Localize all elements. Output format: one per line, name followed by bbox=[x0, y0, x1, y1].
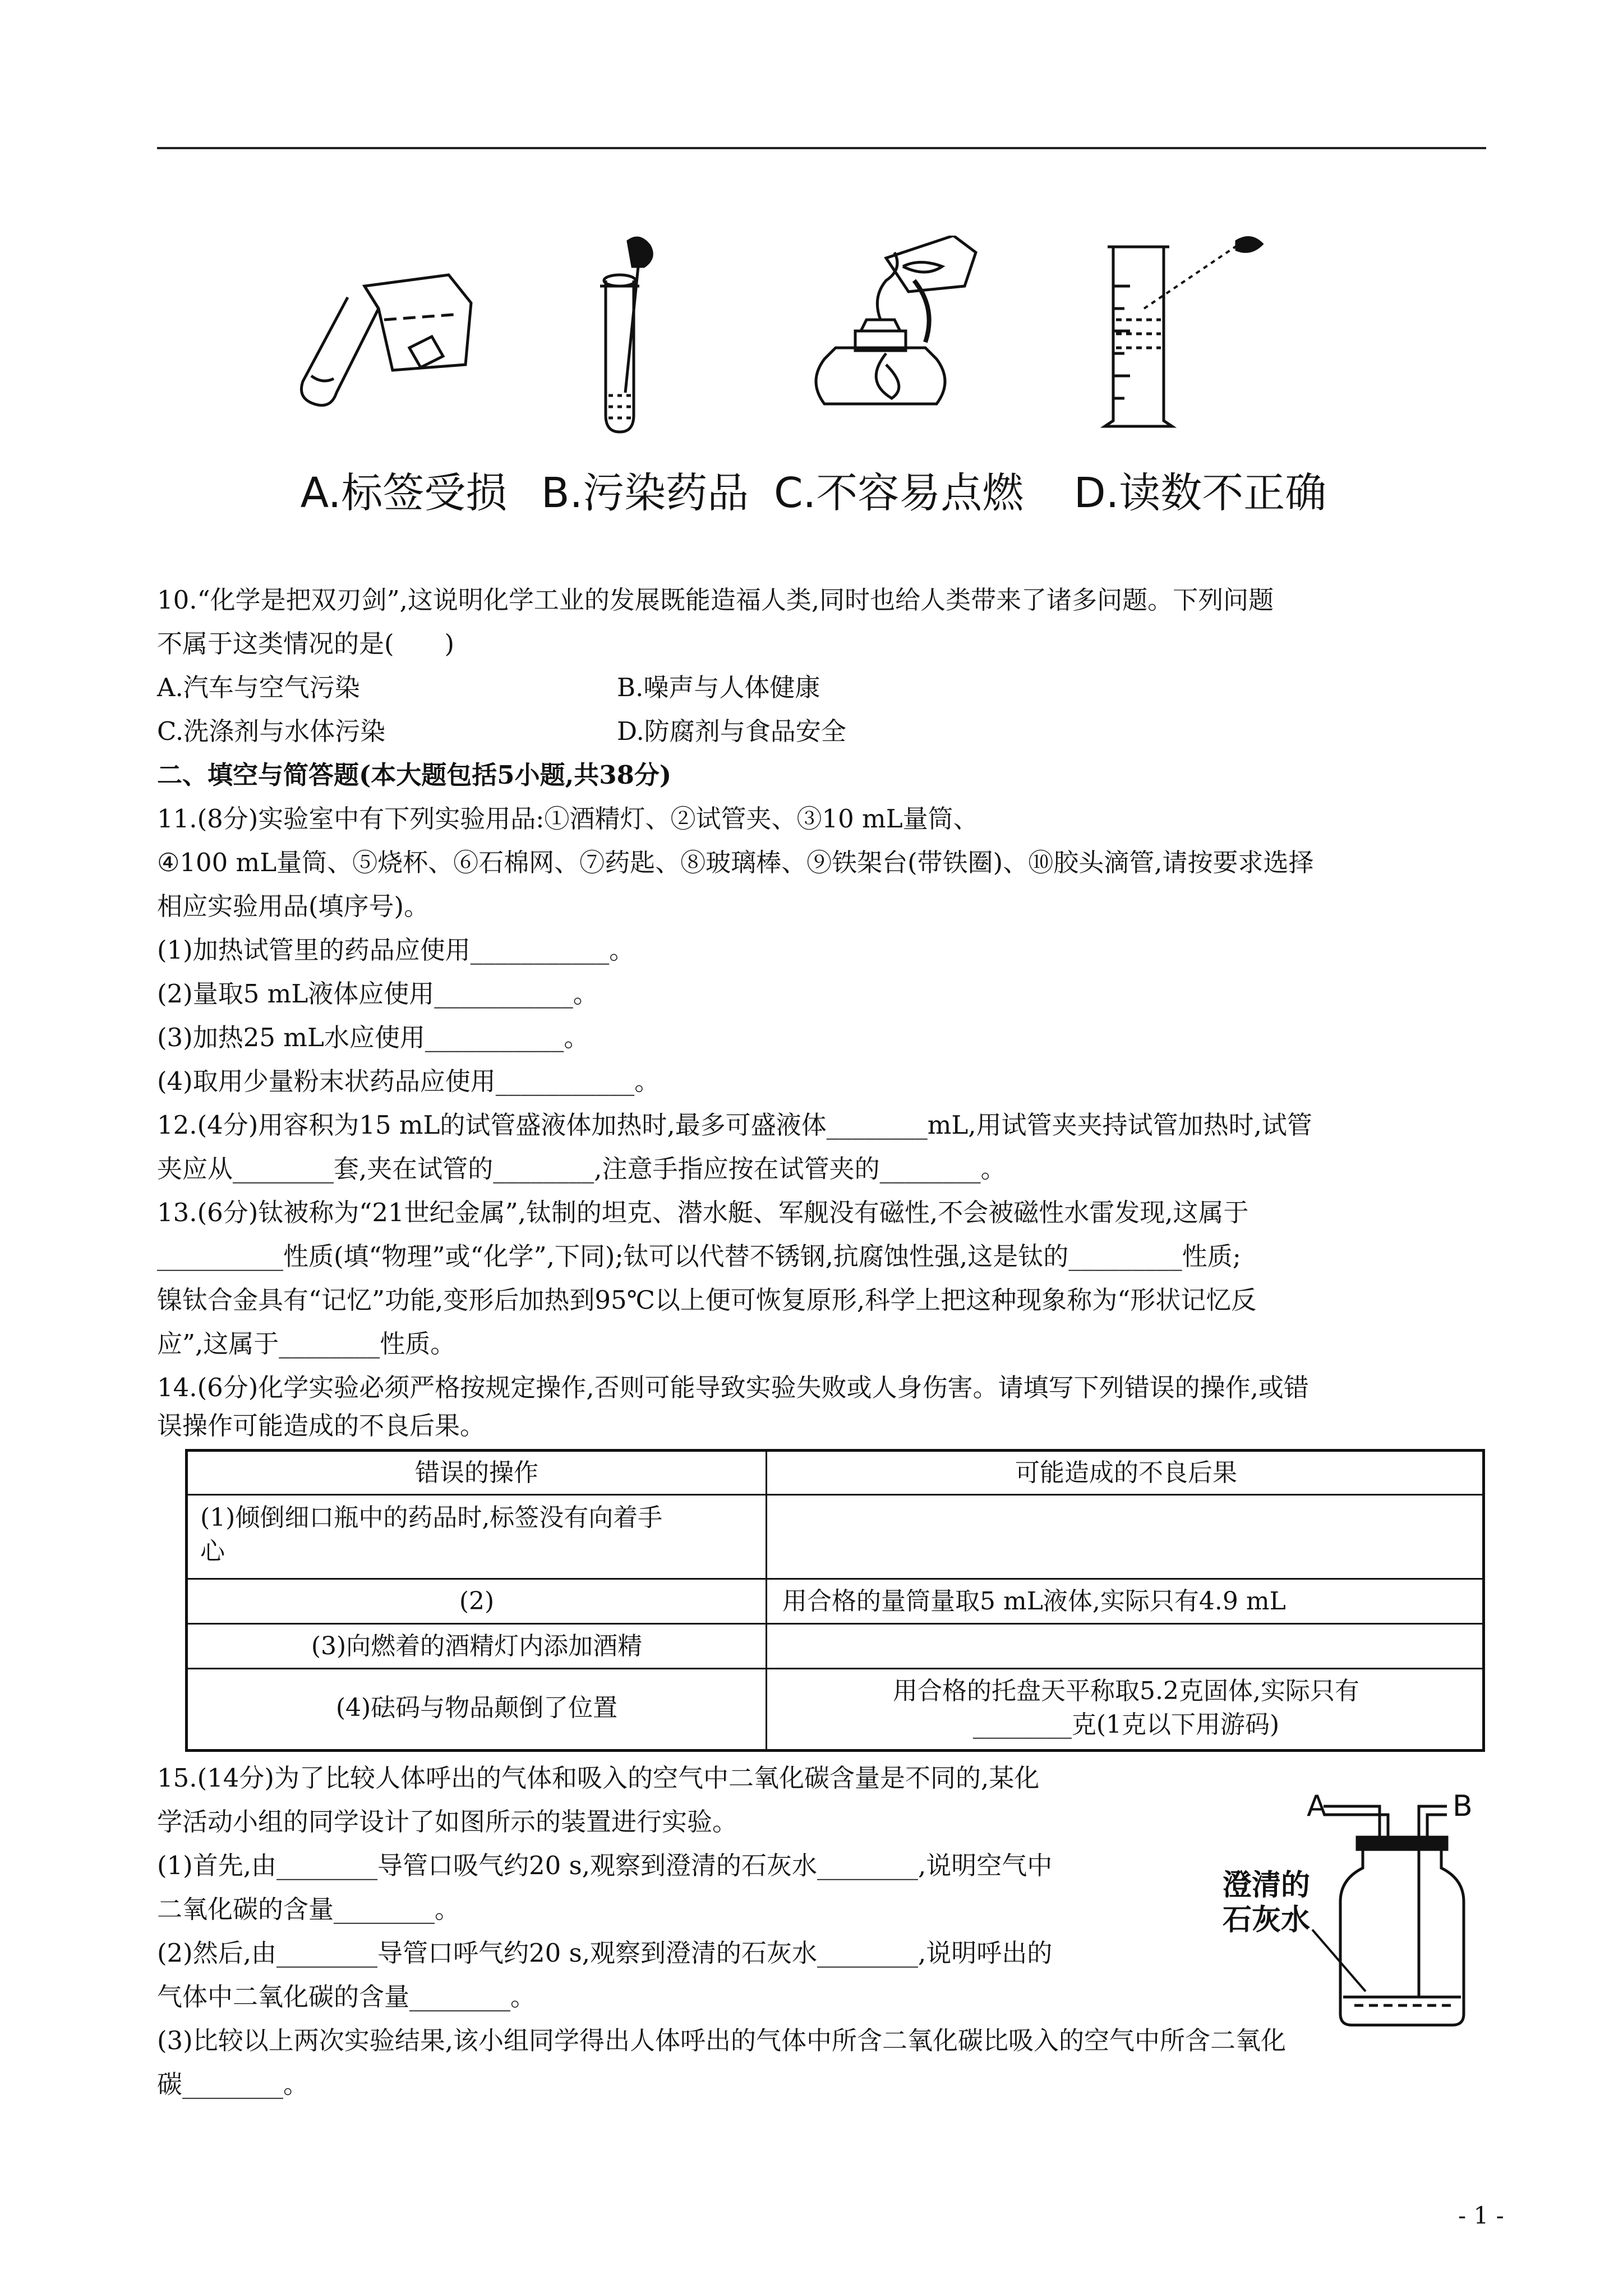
table-row-1-operation: (1)倾倒细口瓶中的药品时,标签没有向着手 心 bbox=[200, 1503, 663, 1566]
q11-line-6: (3)加热25 mL水应使用___________。 bbox=[157, 1023, 589, 1052]
caption-c: C.不容易点燃 bbox=[774, 469, 1024, 517]
table-row-4-operation: (4)砝码与物品颠倒了位置 bbox=[335, 1694, 618, 1722]
q12-line-2: 夹应从________套,夹在试管的________,注意手指应按在试管夹的________。 bbox=[157, 1154, 1006, 1184]
table-header-result: 可能造成的不良后果 bbox=[1015, 1458, 1237, 1487]
tube-label-b: B bbox=[1453, 1789, 1473, 1823]
q15-line-8: 碳________。 bbox=[157, 2069, 309, 2099]
cylinder-reading-illustration bbox=[1060, 236, 1340, 438]
table-row-4-result: 用合格的托盘天平称取5.2克固体,实际只有 ________克(1克以下用游码) bbox=[893, 1677, 1359, 1739]
q14-line-1: 14.(6分)化学实验必须严格按规定操作,否则可能导致实验失败或人身伤害。请填写下列错误的操作,或错 bbox=[157, 1373, 1309, 1402]
q11-line-5: (2)量取5 mL液体应使用___________。 bbox=[157, 979, 598, 1009]
q15-line-1: 15.(14分)为了比较人体呼出的气体和吸入的空气中二氧化碳含量是不同的,某化 bbox=[157, 1763, 1040, 1793]
section-2-heading: 二、填空与简答题(本大题包括5小题,共38分) bbox=[157, 760, 672, 790]
figure-c bbox=[774, 236, 1024, 527]
page-number: - 1 - bbox=[1458, 2202, 1504, 2229]
caption-b: B.污染药品 bbox=[541, 469, 749, 517]
q10-option-b: B.噪声与人体健康 bbox=[617, 673, 820, 702]
limewater-apparatus bbox=[1223, 1789, 1492, 2031]
q10-option-d: D.防腐剂与食品安全 bbox=[617, 716, 846, 746]
q14-table bbox=[185, 1449, 1485, 1752]
q13-line-2: __________性质(填“物理”或“化学”,下同);钛可以代替不锈钢,抗腐蚀性强,这是钛的_________性质; bbox=[157, 1241, 1241, 1271]
q11-line-3: 相应实验用品(填序号)。 bbox=[157, 891, 430, 921]
dropper-illustration bbox=[522, 236, 768, 438]
q10-option-a: A.汽车与空气污染 bbox=[157, 673, 360, 702]
q11-line-7: (4)取用少量粉末状药品应使用___________。 bbox=[157, 1066, 660, 1096]
q13-line-4: 应”,这属于________性质。 bbox=[157, 1329, 456, 1359]
q10-options-row-1 bbox=[157, 671, 820, 705]
q11-line-2: ④100 mL量筒、⑤烧杯、⑥石棉网、⑦药匙、⑧玻璃棒、⑨铁架台(带铁圈)、⑩胶头滴管,请按要求选择 bbox=[157, 848, 1314, 877]
q13-line-3: 镍钛合金具有“记忆”功能,变形后加热到95℃以上便可恢复原形,科学上把这种现象称为“形状记忆反 bbox=[157, 1285, 1257, 1315]
table-row-2-operation: (2) bbox=[459, 1587, 495, 1616]
limewater-label: 澄清的 石灰水 bbox=[1223, 1869, 1311, 1937]
q13-line-1: 13.(6分)钛被称为“21世纪金属”,钛制的坦克、潜水艇、军舰没有磁性,不会被磁性水雷发现,这属于 bbox=[157, 1198, 1249, 1227]
caption-a: A.标签受损 bbox=[300, 469, 508, 517]
q11-line-1: 11.(8分)实验室中有下列实验用品:①酒精灯、②试管夹、③10 mL量筒、 bbox=[157, 804, 979, 834]
alcohol-lamp-illustration bbox=[774, 236, 1021, 438]
q15-line-7: (3)比较以上两次实验结果,该小组同学得出人体呼出的气体中所含二氧化碳比吸入的空气中所含二氧化 bbox=[157, 2026, 1287, 2055]
q15-line-3: (1)首先,由________导管口吸气约20 s,观察到澄清的石灰水________,说明空气中 bbox=[157, 1851, 1053, 1880]
figure-d bbox=[1060, 236, 1340, 527]
q11-line-4: (1)加热试管里的药品应使用___________。 bbox=[157, 935, 635, 965]
table-header-operation: 错误的操作 bbox=[415, 1458, 538, 1487]
pouring-illustration bbox=[280, 236, 527, 438]
lab-error-figure bbox=[280, 236, 1402, 527]
figure-b bbox=[522, 236, 768, 527]
q10-stem-line-2: 不属于这类情况的是( ) bbox=[157, 629, 455, 659]
table-row-3-operation: (3)向燃着的酒精灯内添加酒精 bbox=[311, 1632, 643, 1660]
tube-label-a: A bbox=[1307, 1789, 1327, 1823]
q15-line-4: 二氧化碳的含量________。 bbox=[157, 1894, 460, 1924]
q10-options-row-2 bbox=[157, 715, 846, 748]
q12-line-1: 12.(4分)用容积为15 mL的试管盛液体加热时,最多可盛液体________mL,用试管夹夹持试管加热时,试管 bbox=[157, 1110, 1312, 1140]
header-rule bbox=[157, 147, 1486, 149]
q15-line-2: 学活动小组的同学设计了如图所示的装置进行实验。 bbox=[157, 1807, 738, 1837]
caption-d: D.读数不正确 bbox=[1073, 469, 1327, 517]
q15-line-6: 气体中二氧化碳的含量________。 bbox=[157, 1982, 536, 2012]
figure-a bbox=[280, 236, 527, 527]
q14-line-2: 误操作可能造成的不良后果。 bbox=[157, 1411, 486, 1441]
q10-stem-line-1: 10.“化学是把双刃剑”,这说明化学工业的发展既能造福人类,同时也给人类带来了诸多问题。下列问题 bbox=[157, 585, 1274, 615]
q10-option-c: C.洗涤剂与水体污染 bbox=[157, 716, 386, 746]
q15-line-5: (2)然后,由________导管口呼气约20 s,观察到澄清的石灰水________,说明呼出的 bbox=[157, 1938, 1053, 1968]
table-row-2-result: 用合格的量筒量取5 mL液体,实际只有4.9 mL bbox=[782, 1587, 1286, 1616]
